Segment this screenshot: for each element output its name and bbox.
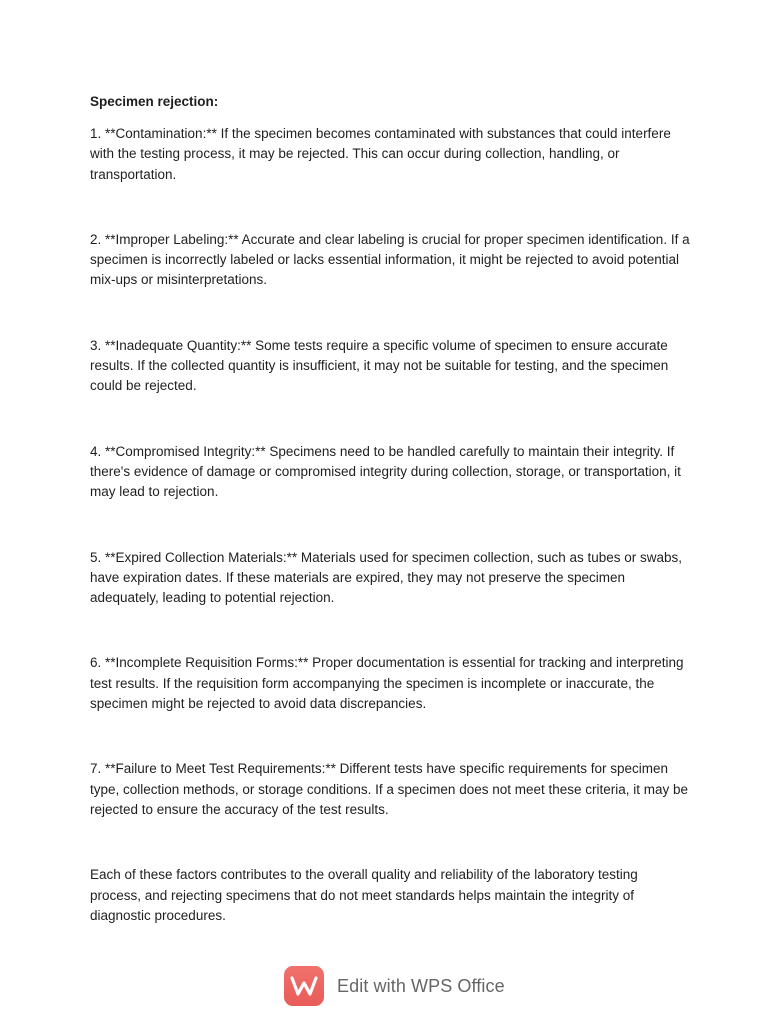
paragraph-incomplete-requisition: 6. **Incomplete Requisition Forms:** Proper documentation is essential for tracking and interpreting test results. If the requisition form accompanying the specimen is incomplete or inaccurate, the specimen might be rejected to avoid data discrepancies.	[90, 655, 684, 712]
paragraph-contamination: 1. **Contamination:** If the specimen becomes contaminated with substances that could interfere with the testing process, it may be rejected. This can occur during collection, handling, or transportation.	[90, 126, 671, 182]
edit-with-wps-label: Edit with WPS Office	[337, 975, 505, 996]
wps-office-logo-icon	[284, 966, 324, 1006]
document-heading: Specimen rejection:	[90, 94, 219, 109]
paragraph-expired-materials: 5. **Expired Collection Materials:** Materials used for specimen collection, such as tubes or swabs, have expiration dates. If these materials are expired, they may not preserve the specimen adequately, leading to potential rejection.	[90, 549, 683, 606]
paragraph-compromised-integrity: 4. **Compromised Integrity:** Specimens need to be handled carefully to maintain their integrity. If there's evidence of damage or compromised integrity during collection, storage, or transportation, it may lead to rejection.	[90, 443, 681, 500]
wps-edit-banner[interactable]	[284, 964, 505, 1008]
document-body	[90, 92, 690, 926]
paragraph-conclusion: Each of these factors contributes to the overall quality and reliability of the laboratory testing process, and rejecting specimens that do not meet standards helps maintain the integrity of diagnostic procedures.	[90, 867, 638, 923]
paragraph-improper-labeling: 2. **Improper Labeling:** Accurate and clear labeling is crucial for proper specimen identification. If a specimen is incorrectly labeled or lacks essential information, it might be rejected to avoid potential mix-ups or misinterpretations.	[90, 231, 690, 288]
paragraph-inadequate-quantity: 3. **Inadequate Quantity:** Some tests require a specific volume of specimen to ensure accurate results. If the collected quantity is insufficient, it may not be suitable for testing, and the specimen could be rejected.	[90, 337, 669, 394]
paragraph-failure-test-requirements: 7. **Failure to Meet Test Requirements:** Different tests have specific requirements for specimen type, collection methods, or storage conditions. If a specimen does not meet these criteria, it may be rejected to ensure the accuracy of the test results.	[90, 761, 689, 817]
